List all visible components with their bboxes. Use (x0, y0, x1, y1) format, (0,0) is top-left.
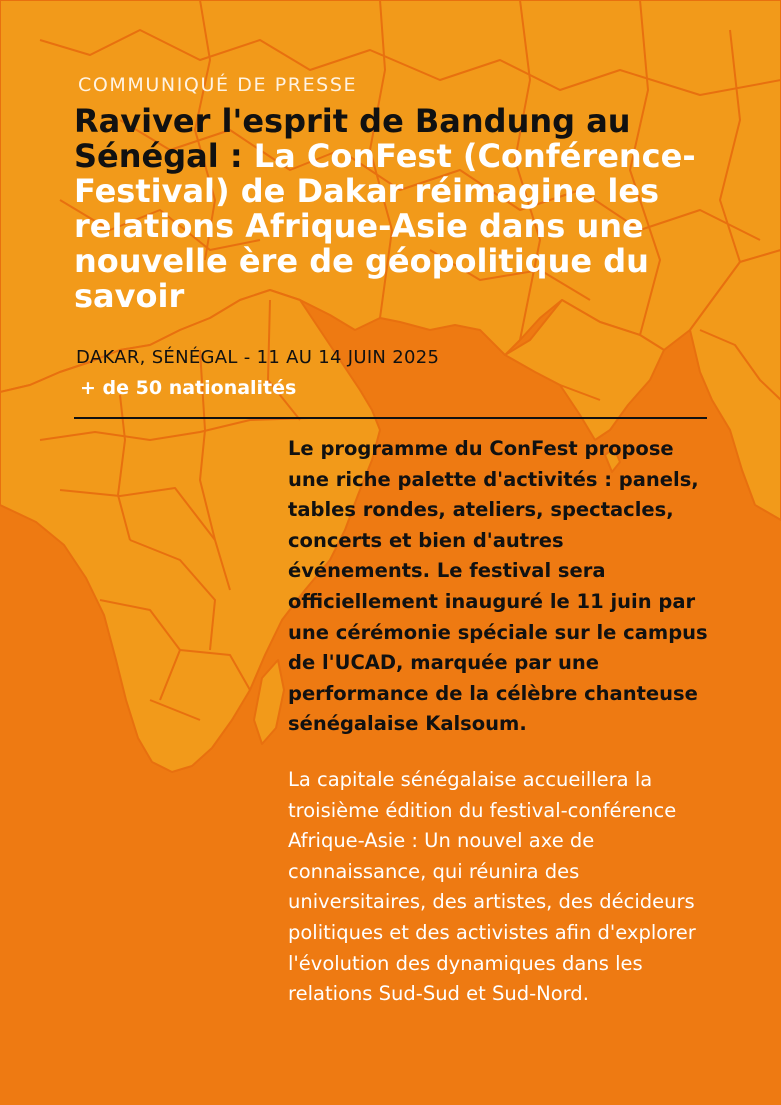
press-release-label: COMMUNIQUÉ DE PRESSE (78, 74, 358, 96)
program-paragraph: Le programme du ConFest propose une riche palette d'activités : panels, tables rondes, ateliers, spectacles, concerts et bien d'autres événements. Le festival sera officiellement inauguré le 11 juin par une cérémonie spéciale sur le campus de l'UCAD, marquée par une performance de la célèbre chanteuse sénégalaise Kalsoum. (288, 437, 708, 736)
dateline: DAKAR, SÉNÉGAL - 11 AU 14 JUIN 2025 (76, 347, 440, 368)
title-lead: Raviver l'esprit de Bandung au Sénégal : (74, 102, 631, 175)
title-highlight: La ConFest (Conférence-Festival) de Dakar réimagine les relations Afrique-Asie dans une nouvelle ère de géopolitique du savoir (74, 137, 696, 315)
divider (74, 417, 707, 419)
nationalities-label: + de 50 nationalités (80, 377, 297, 399)
page-title (74, 104, 714, 314)
capital-paragraph: La capitale sénégalaise accueillera la troisième édition du festival-conférence Afrique-Asie : Un nouvel axe de connaissance, qui réunira des universitaires, des artistes, des décideurs politiques et des activistes afin d'explorer l'évolution des dynamiques dans les relations Sud-Sud et Sud-Nord. (288, 768, 696, 1006)
